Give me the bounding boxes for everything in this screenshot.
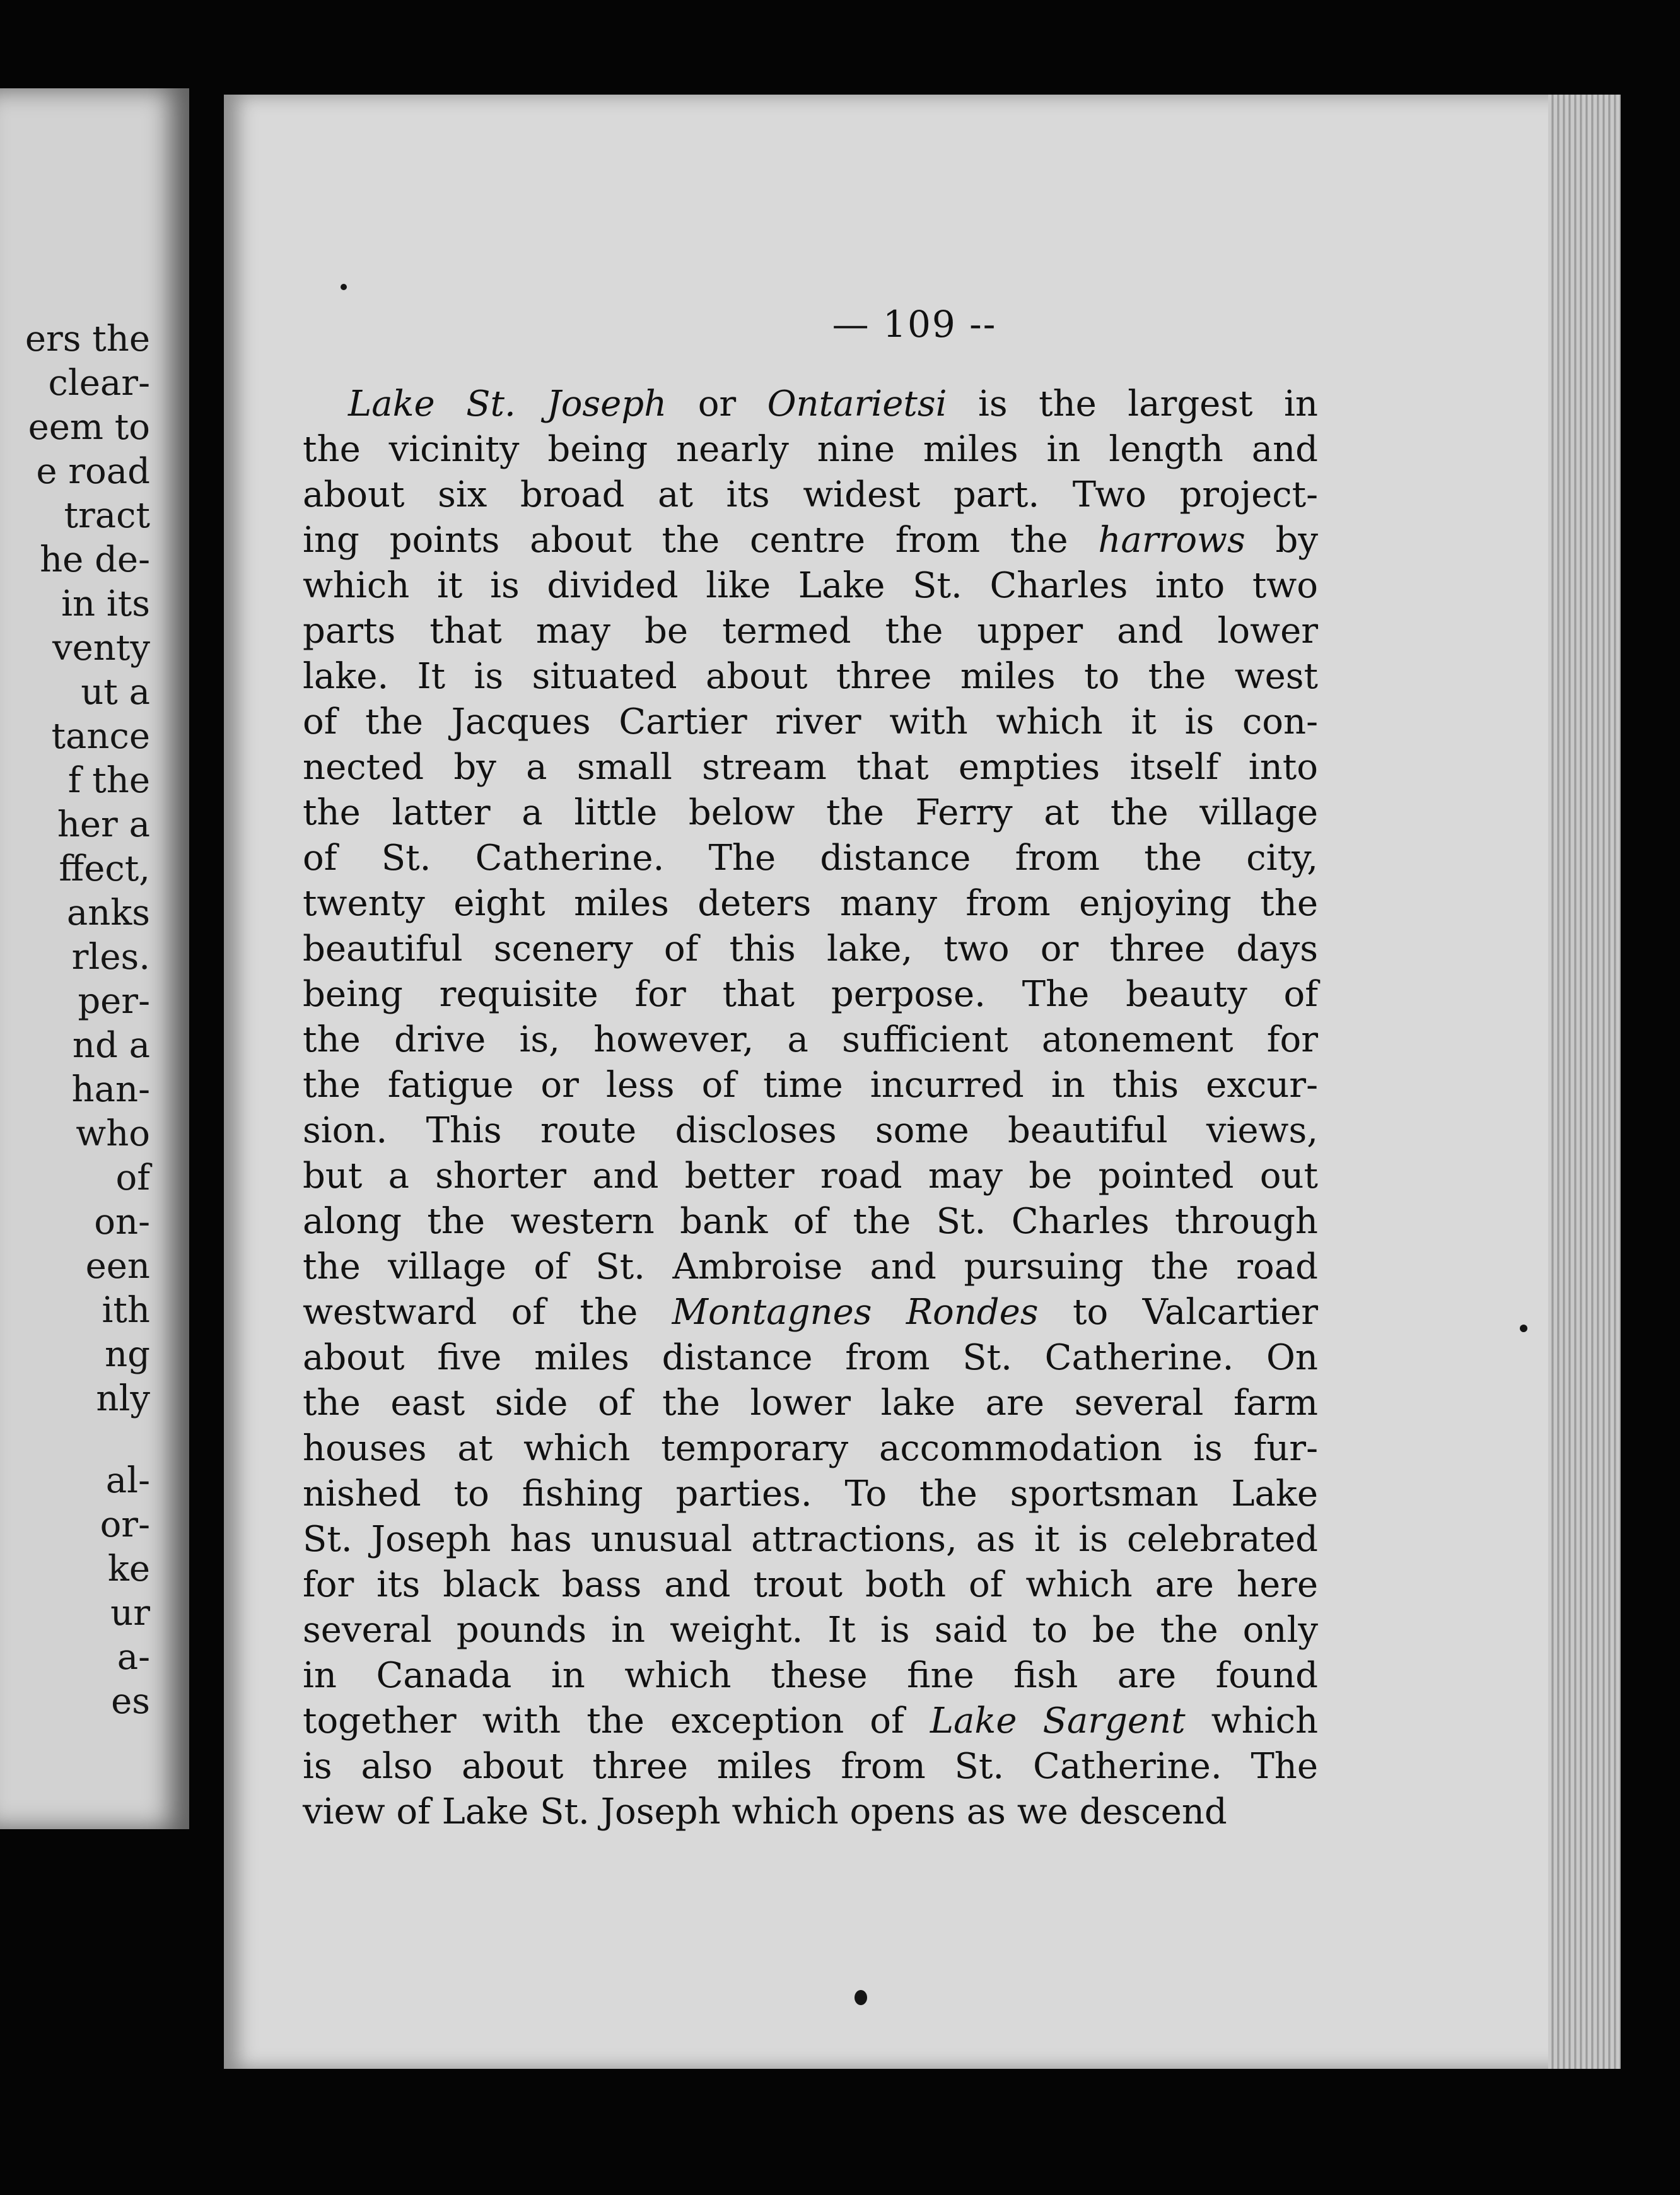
facing-page-fragment: ur — [110, 1593, 150, 1634]
text-run: about six broad at its widest part. Two project- — [303, 474, 1318, 515]
page-number: — 109 -- — [832, 303, 997, 346]
text-line — [303, 839, 1318, 878]
text-run: together with the exception of — [303, 1700, 930, 1741]
facing-page-fragment: een — [85, 1246, 150, 1287]
text-run: ing points about the centre from the — [303, 520, 1099, 561]
text-run: parts that may be termed the upper and lower — [303, 611, 1318, 652]
book-page — [224, 95, 1605, 2069]
text-line — [303, 566, 1318, 606]
text-run: the latter a little below the Ferry at the village — [303, 792, 1318, 833]
ink-speck — [341, 284, 347, 290]
text-line — [303, 612, 1318, 651]
text-line — [303, 430, 1318, 469]
facing-page-fragment: f the — [67, 760, 150, 801]
text-run: westward of the — [303, 1292, 672, 1333]
text-run: of St. Catherine. The distance from the city, — [303, 838, 1318, 879]
text-run: the drive is, however, a sufficient atonement for — [303, 1019, 1318, 1060]
facing-page-fragment: ers the — [25, 319, 150, 360]
text-line — [303, 1747, 1318, 1786]
text-run: the east side of the lower lake are several farm — [303, 1383, 1318, 1424]
facing-page-fragment: anks — [66, 893, 150, 934]
page-edge-stack — [1548, 95, 1621, 2069]
text-line — [303, 748, 1318, 787]
text-run: twenty eight miles deters many from enjoying the — [303, 883, 1318, 924]
text-line — [303, 930, 1318, 969]
text-run: St. Joseph has unusual attractions, as it is celebrated — [303, 1519, 1318, 1560]
text-run: for its black bass and trout both of which are here — [303, 1564, 1318, 1605]
text-line — [303, 1384, 1318, 1423]
facing-page-fragment: es — [111, 1681, 150, 1722]
text-line — [303, 521, 1318, 560]
text-run: the vicinity being nearly nine miles in length and — [303, 429, 1318, 470]
text-line — [303, 1157, 1318, 1196]
ink-speck — [855, 1990, 867, 2005]
facing-page-left — [0, 88, 189, 1829]
facing-page-fragment: a- — [117, 1637, 150, 1678]
text-run: the fatigue or less of time incurred in this excur- — [303, 1065, 1318, 1106]
italic-term: harrows — [1098, 520, 1245, 561]
text-line — [303, 385, 1318, 424]
facing-page-fragment: rles. — [71, 937, 150, 978]
italic-term: Lake Sargent — [930, 1700, 1186, 1741]
facing-page-fragment: clear- — [48, 363, 150, 404]
text-run: is the largest in — [947, 383, 1318, 424]
text-line — [303, 975, 1318, 1014]
text-run: several pounds in weight. It is said to be the only — [303, 1610, 1318, 1651]
text-line — [303, 1429, 1318, 1468]
text-run: which — [1185, 1700, 1319, 1741]
text-run: beautiful scenery of this lake, two or three days — [303, 928, 1318, 969]
italic-term: Ontarietsi — [767, 383, 947, 424]
text-line — [303, 1293, 1318, 1332]
text-line — [303, 1656, 1318, 1695]
text-run: to Valcartier — [1038, 1292, 1319, 1333]
text-line — [303, 657, 1318, 696]
text-run: or — [667, 383, 767, 424]
facing-page-fragment: ith — [102, 1290, 150, 1331]
text-line — [303, 884, 1318, 923]
text-line — [303, 1248, 1318, 1287]
text-run: of the Jacques Cartier river with which it is con- — [303, 701, 1318, 742]
facing-page-fragment: who — [76, 1113, 150, 1154]
facing-page-fragment: nd a — [72, 1025, 150, 1066]
text-run: view of Lake St. Joseph which opens as we descend — [303, 1791, 1227, 1832]
facing-page-fragment: per- — [78, 981, 150, 1022]
text-run: but a shorter and better road may be pointed out — [303, 1156, 1318, 1197]
facing-page-fragment: ffect, — [59, 848, 150, 889]
facing-page-fragment: ut a — [81, 672, 150, 713]
facing-page-fragment: ke — [107, 1548, 150, 1589]
text-run: nished to fishing parties. To the sportsman Lake — [303, 1473, 1318, 1514]
text-run: sion. This route discloses some beautiful views, — [303, 1110, 1318, 1151]
facing-page-fragment: al- — [105, 1460, 150, 1501]
text-run: is also about three miles from St. Catherine. The — [303, 1746, 1318, 1787]
facing-page-fragment: venty — [52, 628, 150, 669]
text-run: about five miles distance from St. Catherine. On — [303, 1337, 1318, 1378]
text-run: houses at which temporary accommodation is fur- — [303, 1428, 1318, 1469]
facing-page-fragment: han- — [71, 1069, 150, 1110]
facing-page-fragment: on- — [94, 1202, 150, 1243]
text-line — [303, 1202, 1318, 1241]
facing-page-fragment: tance — [51, 716, 150, 757]
text-line — [303, 1793, 1318, 1832]
facing-page-fragment: eem to — [28, 407, 150, 448]
text-run: being requisite for that perpose. The beauty of — [303, 974, 1318, 1015]
text-run: in Canada in which these fine fish are found — [303, 1655, 1318, 1696]
text-line — [303, 1566, 1318, 1605]
facing-page-fragment: e road — [36, 451, 150, 492]
text-line — [303, 476, 1318, 515]
text-run: nected by a small stream that empties itself into — [303, 747, 1318, 788]
ink-speck — [1520, 1325, 1527, 1332]
text-run: lake. It is situated about three miles to the west — [303, 656, 1318, 697]
italic-term: Lake St. Joseph — [348, 383, 667, 424]
italic-term: Montagnes Rondes — [672, 1292, 1039, 1333]
text-line — [303, 703, 1318, 742]
facing-page-fragment: in its — [61, 583, 150, 624]
text-line — [303, 1021, 1318, 1060]
text-line — [303, 1702, 1318, 1741]
facing-page-fragment: of — [115, 1157, 150, 1198]
text-run: the village of St. Ambroise and pursuing the road — [303, 1246, 1318, 1287]
text-line — [303, 1611, 1318, 1650]
facing-page-fragment: he de- — [40, 539, 150, 580]
text-run: along the western bank of the St. Charles through — [303, 1201, 1318, 1242]
text-run: which it is divided like Lake St. Charles into two — [303, 565, 1318, 606]
text-line — [303, 793, 1318, 833]
text-line — [303, 1066, 1318, 1105]
text-line — [303, 1111, 1318, 1150]
text-run: by — [1245, 520, 1318, 561]
facing-page-fragment: nly — [96, 1378, 150, 1419]
text-line — [303, 1338, 1318, 1378]
facing-page-fragment: or- — [100, 1504, 150, 1545]
facing-page-fragment: ng — [105, 1334, 150, 1375]
facing-page-fragment: her a — [57, 804, 150, 845]
facing-page-fragment: tract — [64, 495, 150, 536]
text-line — [303, 1520, 1318, 1559]
text-line — [303, 1475, 1318, 1514]
